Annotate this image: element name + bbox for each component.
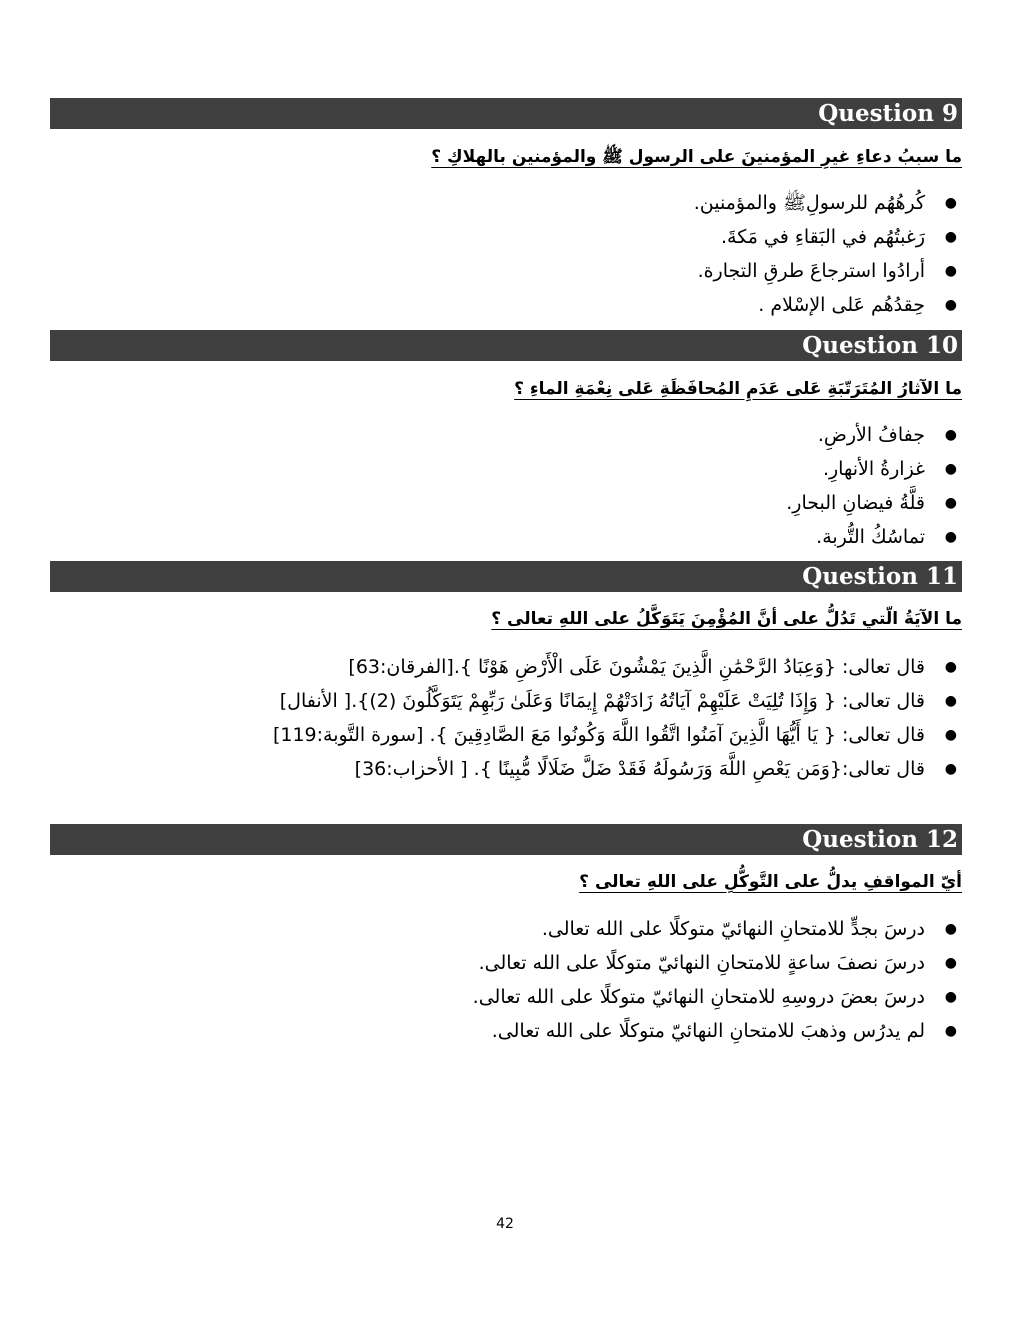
question-11-text: ما الآيَةُ الّتي تَدُلُّ على أنَّ المُؤْمِنَ يَتَوَكَّلُ على اللهِ تعالى ؟: [491, 609, 962, 629]
option-item: [786, 418, 957, 452]
question-10-header: [50, 330, 962, 361]
bullet-icon: ●: [944, 921, 957, 937]
bullet-icon: ●: [944, 989, 957, 1005]
question-10-text: ما الآثارُ المُتَرَتّبَةِ عَلى عَدَمِ المُحافَظَةِ عَلى نِعْمَةِ الماءِ ؟: [514, 379, 962, 399]
option-item: [272, 718, 957, 752]
option-text: كُرهُهُم للرسولِﷺ والمؤمنين.: [693, 192, 925, 214]
question-10-options: [786, 418, 957, 554]
question-label: Question 9: [818, 100, 958, 127]
bullet-icon: ●: [944, 263, 957, 279]
option-item: [473, 1014, 957, 1048]
bullet-icon: ●: [944, 461, 957, 477]
option-item: [694, 254, 957, 288]
bullet-icon: ●: [944, 727, 957, 743]
bullet-icon: ●: [944, 693, 957, 709]
option-text: أرادُوا استرجاعَ طرقِ التجارة.: [697, 260, 925, 282]
option-item: [786, 520, 957, 554]
option-item: [273, 650, 957, 684]
question-11-header: [50, 561, 962, 592]
option-item: [473, 946, 957, 980]
option-text: قال تعالى:{وَمَن يَعْصِ اللَّهَ وَرَسُولَهُ فَقَدْ ضَلَّ ضَلَالًا مُّبِينًا }. [ الأحزاب:36]: [354, 758, 925, 780]
option-item: [694, 288, 957, 322]
option-text: تماسُكُ التُّربة.: [816, 526, 925, 548]
option-text: درسَ بعضَ دروسِهِ للامتحانِ النهائيّ متوكلًا على الله تعالى.: [472, 986, 925, 1008]
bullet-icon: ●: [944, 659, 957, 675]
question-9-options: [693, 186, 957, 322]
option-text: قال تعالى: {وَعِبَادُ الرَّحْمَٰنِ الَّذِينَ يَمْشُونَ عَلَى الْأَرْضِ هَوْنًا }.[الفرقان:63]: [348, 656, 925, 678]
option-item: [473, 912, 957, 946]
option-item: [273, 684, 957, 718]
option-text: درسَ نصفَ ساعةٍ للامتحانِ النهائيّ متوكلًا على الله تعالى.: [478, 952, 925, 974]
question-11-options: [272, 650, 957, 786]
question-9-header: [50, 98, 962, 129]
question-12-options: [472, 912, 957, 1048]
option-text: قال تعالى: { وَإِذَا تُلِيَتْ عَلَيْهِمْ آيَاتُهُ زَادَتْهُمْ إِيمَانًا وَعَلَىٰ رَبِّهِمْ يَتَوَكَّلُونَ (2)}.[ الأنفال]: [279, 690, 925, 712]
option-item: [693, 186, 957, 220]
bullet-icon: ●: [944, 955, 957, 971]
bullet-icon: ●: [944, 195, 957, 211]
option-text: جفافُ الأرضِ.: [817, 424, 925, 446]
option-text: حِقدُهُم عَلى الإسْلام .: [758, 294, 925, 316]
bullet-icon: ●: [944, 427, 957, 443]
option-text: قلَّةُ فيضانِ البحارِ.: [786, 492, 925, 514]
option-item: [273, 752, 957, 786]
bullet-icon: ●: [944, 229, 957, 245]
bullet-icon: ●: [944, 761, 957, 777]
option-item: [472, 980, 957, 1014]
question-label: Question 11: [802, 563, 958, 590]
option-text: قال تعالى: { يَا أَيُّهَا الَّذِينَ آمَنُوا اتَّقُوا اللَّهَ وَكُونُوا مَعَ الصَّادِقِينَ }. [سورة التَّوبة:119]: [272, 724, 925, 746]
option-item: [694, 220, 957, 254]
bullet-icon: ●: [944, 1023, 957, 1039]
option-text: درسَ بجدٍّ للامتحانِ النهائيّ متوكلًا على الله تعالى.: [541, 918, 925, 940]
bullet-icon: ●: [944, 529, 957, 545]
question-12-text: أيّ المواقفِ يدلُّ على التَّوكُّلِ على اللهِ تعالى ؟: [579, 872, 962, 892]
option-text: غزارةُ الأنهارِ.: [822, 458, 925, 480]
question-label: Question 10: [802, 332, 958, 359]
page-number: 42: [496, 1216, 514, 1232]
option-item: [786, 452, 957, 486]
option-text: رَغبتُهُم في البَقاءِ في مَكةَ.: [720, 226, 925, 248]
option-text: لم يدرُس وذهبَ للامتحانِ النهائيّ متوكلًا على الله تعالى.: [491, 1020, 925, 1042]
bullet-icon: ●: [944, 495, 957, 511]
option-item: [786, 486, 957, 520]
question-12-header: [50, 824, 962, 855]
question-label: Question 12: [802, 826, 958, 853]
question-9-text: ما سببُ دعاءِ غيرِ المؤمنينَ على الرسول ﷺ والمؤمنين بالهلاكِ ؟: [431, 147, 962, 167]
bullet-icon: ●: [944, 297, 957, 313]
